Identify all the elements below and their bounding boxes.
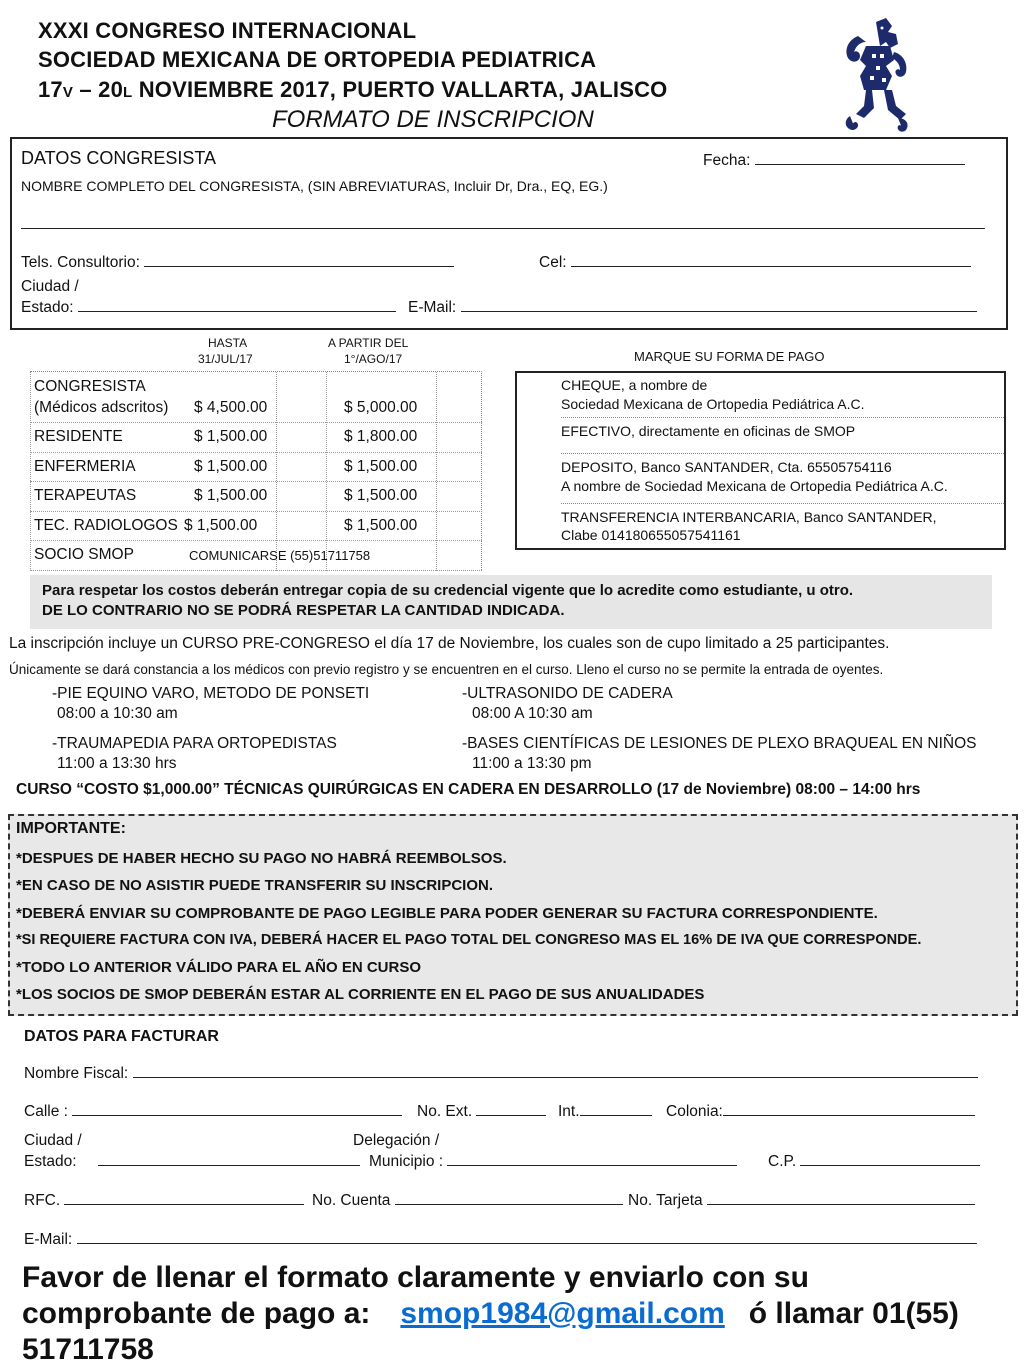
postal-code-field[interactable] (768, 1153, 980, 1171)
table-row-price-late: $ 1,500.00 (344, 487, 418, 504)
table-row-price-early: $ 1,500.00 (194, 428, 268, 445)
important-item: *LOS SOCIOS DE SMOP DEBERÁN ESTAR AL CORRIENTE EN EL PAGO DE SUS ANUALIDADES (16, 986, 705, 1003)
registrant-section-title: DATOS CONGRESISTA (21, 148, 217, 168)
date-field[interactable] (703, 152, 965, 170)
cell-phone-label: Cel: (539, 254, 567, 271)
payment-title: MARQUE SU FORMA DE PAGO (634, 349, 825, 364)
invoice-state-field[interactable] (24, 1153, 360, 1171)
table-row-name: ENFERMERIA (34, 458, 136, 475)
congress-dates: 17V – 20L NOVIEMBRE 2017, PUERTO VALLARTA, JALISCO (38, 77, 668, 102)
account-number-field[interactable] (312, 1192, 623, 1210)
congress-title: XXXI CONGRESO INTERNACIONAL (38, 18, 417, 43)
course-1-time: 08:00 a 10:30 am (57, 705, 178, 722)
important-title: IMPORTANTE: (16, 820, 126, 837)
neighborhood-field[interactable] (666, 1103, 975, 1121)
table-row-price-early: $ 1,500.00 (194, 487, 268, 504)
city-label: Ciudad / (21, 278, 79, 295)
course-3-name: -TRAUMAPEDIA PARA ORTOPEDISTAS (52, 735, 337, 752)
email-label: E-Mail: (408, 299, 457, 316)
payment-option-cash[interactable]: EFECTIVO, directamente en oficinas de SMOP (561, 423, 856, 439)
col2-header-a: A PARTIR DEL (328, 336, 409, 350)
course-2-name: -ULTRASONIDO DE CADERA (462, 685, 673, 702)
footer-line2: comprobante de pago a: smop1984@gmail.com ó llamar 01(55) (22, 1297, 959, 1330)
table-row-name: TERAPEUTAS (34, 487, 137, 504)
postal-code-label: C.P. (768, 1153, 797, 1170)
invoice-section-title: DATOS PARA FACTURAR (24, 1028, 219, 1045)
socio-contact: COMUNICARSE (55)51711758 (189, 548, 371, 563)
ext-number-field[interactable] (417, 1103, 546, 1121)
rfc-field[interactable] (24, 1192, 304, 1210)
fullname-input-line[interactable] (21, 228, 985, 229)
course-2-time: 08:00 A 10:30 am (472, 705, 593, 722)
footer-line3: 51711758 (22, 1333, 154, 1365)
form-title: FORMATO DE INSCRIPCION (272, 106, 594, 133)
state-field[interactable] (21, 299, 396, 317)
important-item: *DEBERÁ ENVIAR SU COMPROBANTE DE PAGO LEGIBLE PARA PODER GENERAR SU FACTURA CORRESPONDIENTE. (16, 905, 878, 922)
col1-header-b: 31/JUL/17 (198, 352, 253, 366)
int-number-field[interactable] (558, 1103, 652, 1121)
table-row-name: CONGRESISTA (34, 378, 146, 395)
date-label: Fecha: (703, 152, 751, 169)
payment-option-deposit[interactable]: DEPOSITO, Banco SANTANDER, Cta. 65505754116 (561, 459, 892, 475)
state-label: Estado: (21, 299, 74, 316)
special-course: CURSO “COSTO $1,000.00” TÉCNICAS QUIRÚRGICAS EN CADERA EN DESARROLLO (17 de Noviembre) 08:00 – 14:00 hrs (16, 781, 921, 798)
footer-line1: Favor de llenar el formato claramente y enviarlo con su (22, 1261, 809, 1294)
payment-option-deposit-payee: A nombre de Sociedad Mexicana de Ortopedia Pediátrica A.C. (561, 478, 948, 494)
table-row-name: TEC. RADIOLOGOS (34, 517, 178, 534)
table-row-price-early: $ 1,500.00 (194, 458, 268, 475)
fiscal-name-label: Nombre Fiscal: (24, 1065, 129, 1082)
invoice-city-label: Ciudad / (24, 1132, 82, 1149)
delegation-label: Delegación / (353, 1132, 440, 1149)
fullname-label: NOMBRE COMPLETO DEL CONGRESISTA, (SIN ABREVIATURAS, Incluir Dr, Dra., EQ, EG.) (21, 178, 608, 194)
table-row-price-early: $ 1,500.00 (184, 517, 258, 534)
table-row-price-late: $ 1,500.00 (344, 517, 418, 534)
card-number-label: No. Tarjeta (628, 1192, 703, 1209)
course-1-name: -PIE EQUINO VARO, METODO DE PONSETI (52, 685, 370, 702)
course-4-time: 11:00 a 13:30 pm (472, 755, 592, 772)
payment-option-transfer-clabe: Clabe 014180655057541161 (561, 527, 741, 543)
int-number-label: Int. (558, 1103, 580, 1120)
municipality-field[interactable] (369, 1153, 737, 1171)
table-row-price-early: $ 4,500.00 (194, 399, 268, 416)
important-item: *DESPUES DE HABER HECHO SU PAGO NO HABRÁ REEMBOLSOS. (16, 850, 507, 867)
ext-number-label: No. Ext. (417, 1103, 473, 1120)
rfc-label: RFC. (24, 1192, 61, 1209)
table-row-name-sub: (Médicos adscritos) (34, 399, 169, 416)
table-row-name: RESIDENTE (34, 428, 123, 445)
payment-option-cheque[interactable]: CHEQUE, a nombre de (561, 377, 708, 393)
credential-notice-line1: Para respetar los costos deberán entregar copia de su credencial vigente que lo acredite como estudiante, u otro. (42, 582, 854, 599)
course-3-time: 11:00 a 13:30 hrs (57, 755, 177, 772)
email-field[interactable] (408, 299, 977, 317)
invoice-state-label: Estado: (24, 1153, 77, 1170)
office-phone-field[interactable] (21, 254, 454, 272)
account-number-label: No. Cuenta (312, 1192, 391, 1209)
table-row-price-late: $ 5,000.00 (344, 399, 418, 416)
invoice-email-label: E-Mail: (24, 1231, 73, 1248)
credential-notice-line2: DE LO CONTRARIO NO SE PODRÁ RESPETAR LA CANTIDAD INDICADA. (42, 602, 565, 619)
col2-header-b: 1°/AGO/17 (344, 352, 403, 366)
office-phone-label: Tels. Consultorio: (21, 254, 140, 271)
street-field[interactable] (24, 1103, 402, 1121)
card-number-field[interactable] (628, 1192, 975, 1210)
course-intro: La inscripción incluye un CURSO PRE-CONGRESO el día 17 de Noviembre, los cuales son de cupo limitado a 25 participantes. (9, 635, 890, 652)
street-label: Calle : (24, 1103, 68, 1120)
payment-option-transfer[interactable]: TRANSFERENCIA INTERBANCARIA, Banco SANTANDER, (561, 509, 937, 525)
payment-option-cheque-payee: Sociedad Mexicana de Ortopedia Pediátrica A.C. (561, 396, 865, 412)
course-certificate-note: Únicamente se dará constancia a los médicos con previo registro y se encuentren en el curso. Lleno el curso no se permite la entrada de oyentes. (9, 662, 884, 677)
table-row-price-late: $ 1,800.00 (344, 428, 418, 445)
society-name: SOCIEDAD MEXICANA DE ORTOPEDIA PEDIATRICA (38, 47, 597, 72)
important-item: *EN CASO DE NO ASISTIR PUEDE TRANSFERIR SU INSCRIPCION. (16, 877, 493, 894)
table-row-price-late: $ 1,500.00 (344, 458, 418, 475)
municipality-label: Municipio : (369, 1153, 444, 1170)
fiscal-name-field[interactable] (24, 1065, 978, 1083)
important-item: *SI REQUIERE FACTURA CON IVA, DEBERÁ HACER EL PAGO TOTAL DEL CONGRESO MAS EL 16% DE IVA QUE CORRESPONDE. (16, 932, 922, 948)
socio-label: SOCIO SMOP (34, 546, 134, 563)
cell-phone-field[interactable] (539, 254, 971, 272)
invoice-email-field[interactable] (24, 1231, 977, 1249)
neighborhood-label: Colonia: (666, 1103, 723, 1120)
contact-email-link[interactable]: smop1984@gmail.com (400, 1297, 725, 1330)
col1-header-a: HASTA (208, 336, 248, 350)
important-item: *TODO LO ANTERIOR VÁLIDO PARA EL AÑO EN CURSO (16, 959, 422, 976)
society-logo (836, 16, 928, 134)
course-4-name: -BASES CIENTÍFICAS DE LESIONES DE PLEXO BRAQUEAL EN NIÑOS (462, 735, 977, 752)
